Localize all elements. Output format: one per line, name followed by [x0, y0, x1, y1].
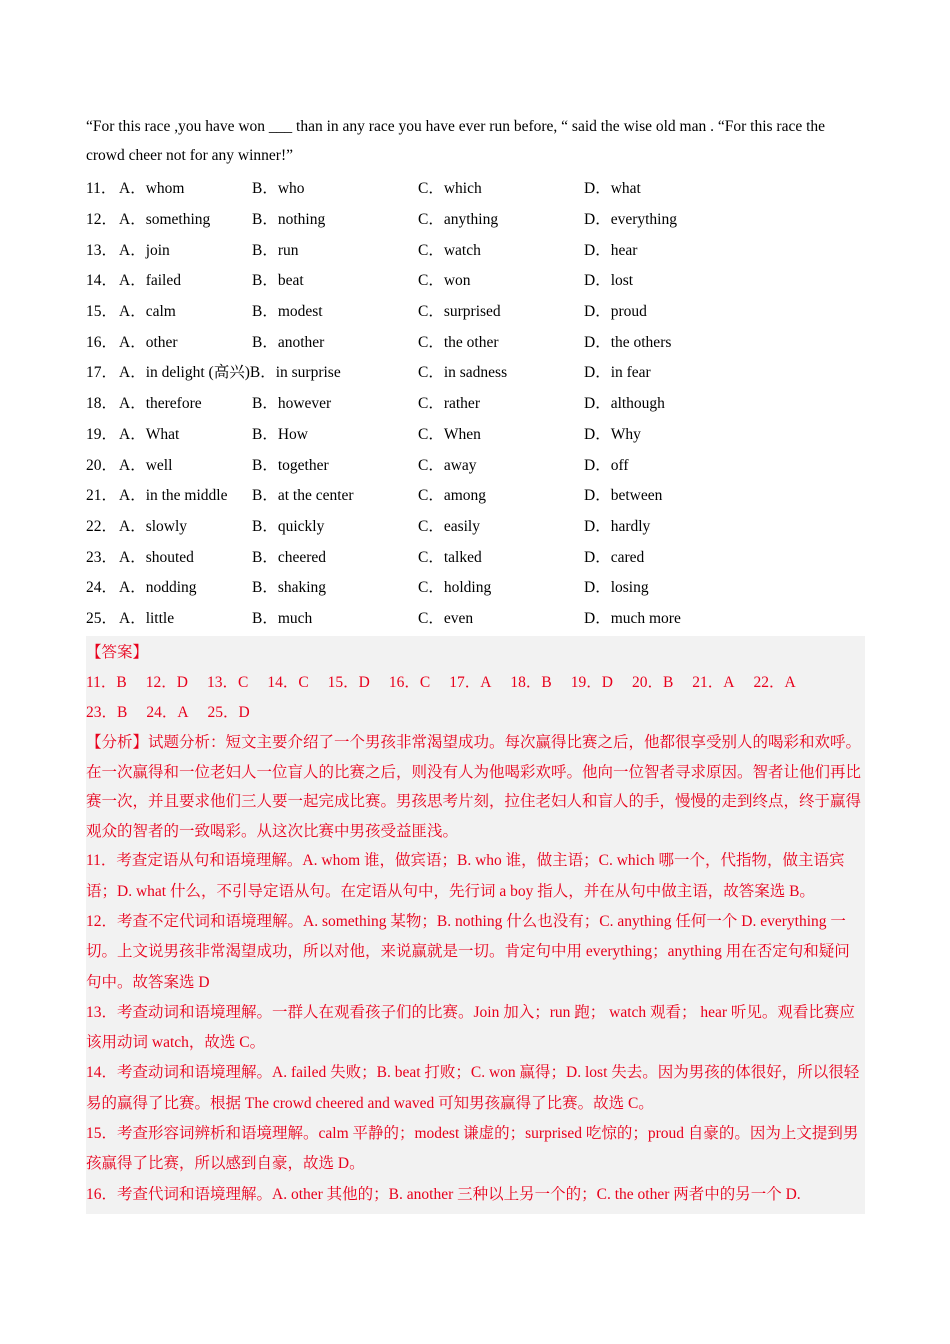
option-num: 17．	[86, 364, 118, 382]
explanation-note: 16．考查代词和语境理解。A. other 其他的；B. another 三种以上另一个的；C. the other 两者中的另一个 D.	[86, 1185, 801, 1203]
option-d: D．between	[584, 487, 663, 505]
question-row	[86, 540, 865, 571]
option-c: C．surprised	[418, 303, 501, 321]
option-a: A．failed	[119, 272, 181, 290]
answer-key: 11．B	[86, 674, 127, 692]
answer-key: 22．A	[753, 674, 796, 692]
option-a: A．nodding	[119, 579, 197, 597]
question-row	[86, 602, 865, 633]
option-b: B．quickly	[252, 517, 325, 535]
option-c: C．When	[418, 425, 481, 443]
option-a: A．calm	[119, 303, 176, 321]
option-d: D．cared	[584, 548, 645, 566]
option-a: A．shouted	[119, 548, 194, 566]
answer-block	[86, 636, 865, 1214]
question-row	[86, 571, 865, 602]
analysis-paragraph: 【分析】试题分析：短文主要介绍了一个男孩非常渴望成功。每次赢得比赛之后，他都很享受别人的喝彩和欢呼。在一次赢得和一位老妇人一位盲人的比赛之后，则没有人为他喝彩欢呼。他向一位智者寻求原因。智者让他们再比赛一次，并且要求他们三人要一起完成比赛。男孩思考片刻，拉住老妇人和盲人的手，慢慢的走到终点，终于赢得观众的智者的一致喝彩。从这次比赛中男孩受益匪浅。	[86, 734, 862, 840]
answer-key: 19．D	[570, 674, 613, 692]
option-b: B．beat	[252, 272, 304, 290]
option-a: A．something	[119, 211, 211, 229]
option-b: B．cheered	[252, 548, 327, 566]
option-c: C．anything	[418, 211, 499, 229]
question-row	[86, 510, 865, 541]
passage-ending: “For this race ,you have won ___ than in any race you have ever run before, “ said the wise old man . “For this race the crowd cheer not for any winner!”	[86, 118, 826, 164]
option-c: C．the other	[418, 333, 499, 351]
document-page	[86, 112, 865, 1214]
option-d: D．proud	[584, 303, 647, 321]
option-a: A．What	[119, 425, 180, 443]
answer-key: 12．D	[145, 674, 188, 692]
option-c: C．watch	[418, 241, 481, 259]
explanation-note: 11．考查定语从句和语境理解。A. whom 谁，做宾语；B. who 谁，做主语；C. which 哪一个，代指物，做主语宾语；D. what 什么，不引导定语从句。在定语从句中，先行词 a boy 指人，并在从句中做主语，故答案选 B。	[86, 852, 845, 900]
answer-key: 18．B	[510, 674, 552, 692]
option-c: C．in sadness	[418, 364, 508, 382]
question-row	[86, 264, 865, 295]
question-row	[86, 203, 865, 234]
option-a: A．therefore	[119, 395, 202, 413]
option-c: C．rather	[418, 395, 480, 413]
option-a: A．well	[119, 456, 173, 474]
option-num: 20．	[86, 456, 118, 474]
option-c: C．won	[418, 272, 471, 290]
question-options-list	[86, 172, 865, 632]
option-a: A．in the middle	[119, 487, 228, 505]
option-b: B．however	[252, 395, 332, 413]
question-row	[86, 172, 865, 203]
option-num: 25．	[86, 609, 118, 627]
option-a: A．whom	[119, 180, 185, 198]
option-a: A．other	[119, 333, 178, 351]
answer-key: 14．C	[267, 674, 309, 692]
answer-keys	[86, 668, 865, 728]
option-a: A．little	[119, 609, 175, 627]
option-d: D．off	[584, 456, 629, 474]
option-b: B．at the center	[252, 487, 354, 505]
question-row	[86, 295, 865, 326]
option-a: A．join	[119, 241, 170, 259]
option-c: C．which	[418, 180, 482, 198]
explanation-notes	[86, 846, 865, 1210]
option-c: C．among	[418, 487, 487, 505]
option-b: B．shaking	[252, 579, 327, 597]
option-d: D．hardly	[584, 517, 651, 535]
option-num: 11．	[86, 180, 117, 198]
option-d: D．Why	[584, 425, 641, 443]
option-d: D．in fear	[584, 364, 651, 382]
question-row	[86, 387, 865, 418]
option-a: A．in delight (高兴)B．in surprise	[119, 364, 341, 382]
option-d: D．losing	[584, 579, 649, 597]
option-b: B．nothing	[252, 211, 326, 229]
option-num: 23．	[86, 548, 118, 566]
question-row	[86, 418, 865, 449]
question-row	[86, 325, 865, 356]
option-d: D．lost	[584, 272, 634, 290]
option-b: B．run	[252, 241, 299, 259]
option-c: C．talked	[418, 548, 482, 566]
option-num: 21．	[86, 487, 118, 505]
option-num: 13．	[86, 241, 118, 259]
answer-key: 23．B	[86, 704, 128, 722]
question-row	[86, 233, 865, 264]
option-num: 15．	[86, 303, 118, 321]
option-num: 19．	[86, 425, 118, 443]
option-d: D．hear	[584, 241, 638, 259]
option-num: 14．	[86, 272, 118, 290]
option-d: D．what	[584, 180, 641, 198]
answer-key: 13．C	[206, 674, 249, 692]
option-c: C．easily	[418, 517, 480, 535]
option-num: 22．	[86, 517, 118, 535]
answer-key: 20．B	[631, 674, 674, 692]
option-a: A．slowly	[119, 517, 188, 535]
option-num: 12．	[86, 211, 118, 229]
option-b: B．modest	[252, 303, 323, 321]
option-d: D．much more	[584, 609, 681, 627]
option-num: 16．	[86, 333, 118, 351]
option-b: B．who	[252, 180, 305, 198]
answer-key: 21．A	[692, 674, 735, 692]
option-c: C．holding	[418, 579, 492, 597]
option-num: 24．	[86, 579, 118, 597]
explanation-note: 12．考查不定代词和语境理解。A. something 某物；B. nothing 什么也没有；C. anything 任何一个 D. everything 一切。上文说男孩非常渴望成功，所以对他，来说赢就是一切。肯定句中用 everything；anything 用在否定句和疑问句中。故答案选 D	[86, 912, 850, 991]
option-b: B．much	[252, 609, 313, 627]
answer-key: 15．D	[327, 674, 370, 692]
option-num: 18．	[86, 395, 118, 413]
explanation-note: 13．考查动词和语境理解。一群人在观看孩子们的比赛。Join 加入；run 跑； watch 观看； hear 听见。观看比赛应该用动词 watch，故选 C。	[86, 1003, 855, 1052]
question-row	[86, 356, 865, 387]
explanation-note: 14．考查动词和语境理解。A. failed 失败；B. beat 打败；C. won 赢得；D. lost 失去。因为男孩的体很好，所以很轻易的赢得了比赛。根据 The crowd cheered and waved 可知男孩赢得了比赛。故选 C。	[86, 1064, 860, 1112]
answer-key: 25．D	[207, 704, 250, 722]
option-b: B．together	[252, 456, 329, 474]
answer-key: 16．C	[388, 674, 431, 692]
option-b: B．another	[252, 333, 325, 351]
option-d: D．everything	[584, 211, 677, 229]
option-c: C．even	[418, 609, 474, 627]
option-d: D．the others	[584, 333, 672, 351]
answer-key: 17．A	[449, 674, 492, 692]
option-c: C．away	[418, 456, 477, 474]
option-b: B．How	[252, 425, 308, 443]
question-row	[86, 479, 865, 510]
question-row	[86, 448, 865, 479]
answer-heading: 【答案】	[86, 644, 149, 662]
explanation-note: 15．考查形容词辨析和语境理解。calm 平静的；modest 谦虚的；surprised 吃惊的；proud 自豪的。因为上文提到男孩赢得了比赛，所以感到自豪，故选 D。	[86, 1124, 859, 1173]
answer-key: 24．A	[146, 704, 189, 722]
option-d: D．although	[584, 395, 665, 413]
